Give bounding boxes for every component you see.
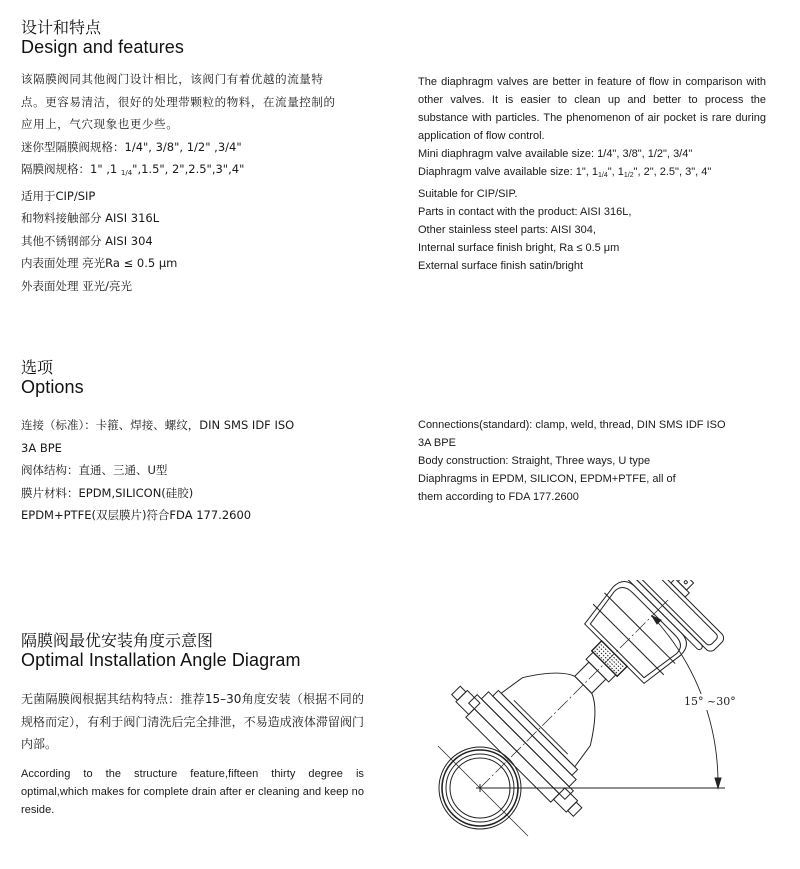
options-en-line: Diaphragms in EPDM, SILICON, EPDM+PTFE, all of (418, 473, 676, 485)
design-en-intro: The diaphragm valves are better in feature of flow in comparison with other valves. It is easier to clean up and better to process the substance with particles. The phenomenon of air pocket is rare during application of flow control. (418, 76, 766, 142)
angle-en-paragraph: According to the structure feature,fifteen thirty degree is optimal,which makes for complete drain after er cleaning and keep no reside. (21, 768, 364, 816)
angle-separator: ~ (707, 695, 717, 708)
design-en-line: Suitable for CIP/SIP. (418, 188, 518, 200)
options-title-cn: 选项 (21, 358, 54, 377)
valve-drawing (420, 580, 750, 864)
options-cn-line: 3A BPE (21, 440, 62, 455)
design-cn-line: 迷你型隔膜阀规格：1/4", 3/8", 1/2" ,3/4" (21, 139, 242, 154)
design-en-line: Mini diaphragm valve available size: 1/4", 3/8", 1/2", 3/4" (418, 148, 693, 160)
design-en-line: Other stainless steel parts: AISI 304, (418, 224, 596, 236)
design-en-specs (418, 145, 766, 275)
angle-label (684, 695, 736, 708)
options-en-line: 3A BPE (418, 437, 456, 449)
design-cn-line: 应用上，气穴现象也更少些。 (21, 117, 179, 131)
design-title-cn: 设计和特点 (21, 18, 102, 37)
options-en-line: Body construction: Straight, Three ways, U type (418, 455, 651, 467)
design-cn-size-line: 隔膜阀规格：1" ,1 $_{1/4}$",1.5", 2",2.5",3",4" (21, 162, 245, 177)
design-en-line: External surface finish satin/bright (418, 260, 584, 272)
options-en-line: them according to FDA 177.2600 (418, 491, 579, 503)
angle-title-cn: 隔膜阀最优安装角度示意图 (21, 631, 214, 650)
design-cn-text (21, 68, 371, 297)
angle-cn-paragraph: 无菌隔膜阀根据其结构特点：推荐15–30角度安装（根据不同的规格而定），有利于阀门清洗后完全排泄，不易造成液体滞留阀门内部。 (21, 692, 364, 751)
options-title-en: Options (21, 377, 84, 397)
options-cn-line: EPDM+PTFE(双层膜片)符合FDA 177.2600 (21, 508, 252, 522)
design-cn-line: 其他不锈钢部分 AISI 304 (21, 233, 153, 248)
options-cn-line: 阀体结构：直通、三通、U型 (21, 463, 168, 477)
options-cn-text (21, 414, 401, 527)
options-en-text (418, 416, 778, 506)
options-en-line: Connections(standard): clamp, weld, thread, DIN SMS IDF ISO (418, 419, 726, 431)
valve-axis-line (480, 616, 652, 788)
design-en-line: Parts in contact with the product: AISI 316L, (418, 206, 632, 218)
design-cn-line: 外表面处理 亚光/亮光 (21, 278, 133, 293)
design-cn-line: 该隔膜阀同其他阀门设计相比，该阀门有着优越的流量特 (21, 72, 324, 86)
installation-angle-diagram (420, 580, 750, 864)
design-cn-line: 点。更容易清洁，很好的处理带颗粒的物料，在流量控制的 (21, 94, 336, 109)
design-cn-line: 内表面处理 亮光Ra ≤ 0.5 μm (21, 256, 178, 270)
angle-max-label: 30° (716, 695, 736, 708)
design-cn-line: 和物料接触部分 AISI 316L (21, 211, 160, 225)
design-en-size-line: Diaphragm valve available size: 1", $1_{1/4}$", $1_{1/2}$", 2", 2.5", 3", 4" (418, 166, 712, 179)
design-en-text (418, 73, 766, 275)
arrowhead-bottom (715, 778, 721, 788)
design-en-line: Internal surface finish bright, Ra ≤ 0.5 μm (418, 242, 620, 254)
design-title-en: Design and features (21, 37, 185, 57)
angle-min-label: 15° (684, 695, 704, 708)
angle-title-en: Optimal Installation Angle Diagram (21, 650, 301, 670)
options-cn-line: 膜片材料：EPDM,SILICON(硅胶) (21, 485, 194, 500)
design-cn-line: 适用于CIP/SIP (21, 188, 96, 203)
options-cn-line: 连接（标准）：卡箍、焊接、螺纹，DIN SMS IDF ISO (21, 418, 295, 432)
